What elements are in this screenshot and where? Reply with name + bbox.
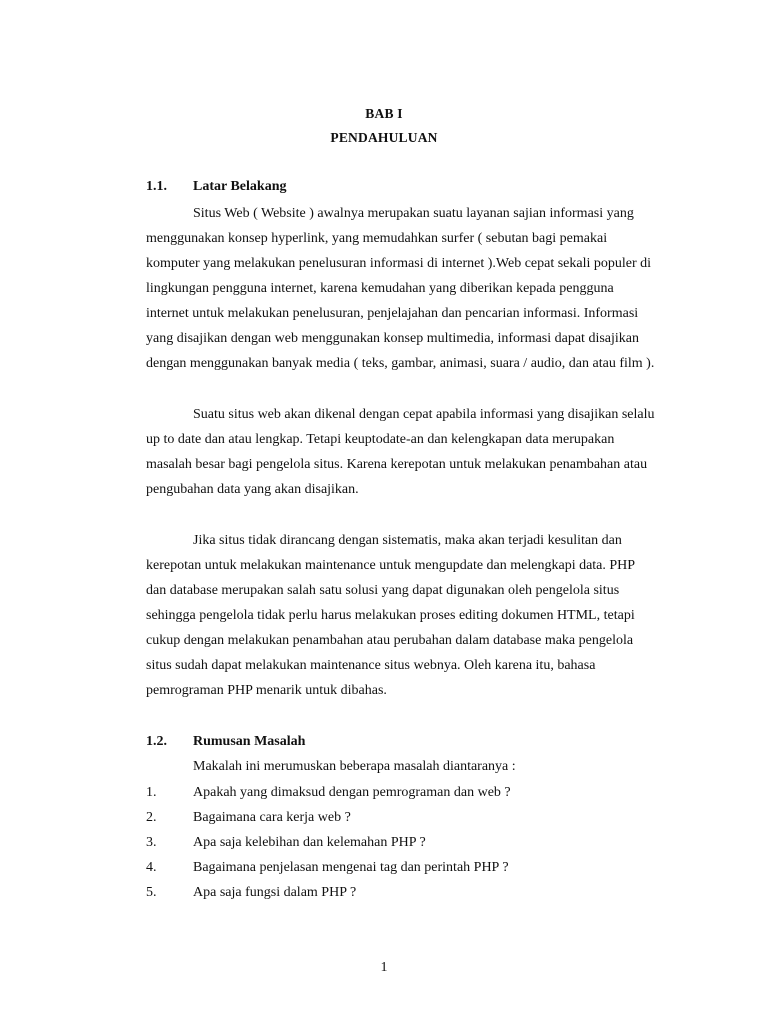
list-text: Apa saja kelebihan dan kelemahan PHP ? (193, 835, 426, 850)
section-number: 1.1. (146, 179, 167, 194)
section-number: 1.2. (146, 734, 167, 749)
list-text: Bagaimana penjelasan mengenai tag dan perintah PHP ? (193, 860, 509, 875)
list-number: 1. (146, 785, 157, 800)
list-intro: Makalah ini merumuskan beberapa masalah diantaranya : (193, 759, 516, 774)
list-number: 2. (146, 810, 157, 825)
list-number: 3. (146, 835, 157, 850)
section-title: Rumusan Masalah (193, 734, 306, 749)
list-number: 4. (146, 860, 157, 875)
list-number: 5. (146, 885, 157, 900)
section-heading-rumusan-masalah (146, 732, 666, 752)
section-heading-latar-belakang (146, 177, 666, 197)
list-item (146, 833, 666, 858)
list-item (146, 883, 666, 908)
section-title: Latar Belakang (193, 179, 287, 194)
list-item (146, 808, 666, 833)
chapter-label: BAB I (365, 106, 403, 121)
paragraph-3: Jika situs tidak dirancang dengan sistematis, maka akan terjadi kesulitan dan kerepotan untuk melakukan maintenance untuk mengupdate dan melengkapi data. PHP dan database merupakan salah satu solusi yang dapat digunakan oleh pengelola situs sehingga pengelola tidak perlu harus melakukan proses editing dokumen HTML, tetapi cukup dengan melakukan penambahan atau perubahan dalam database maka pengelola situs sudah dapat melakukan maintenance situs webnya. Oleh karena itu, bahasa pemrograman PHP menarik untuk dibahas. (146, 533, 635, 698)
list-text: Bagaimana cara kerja web ? (193, 810, 351, 825)
list-item (146, 858, 666, 883)
paragraph-1: Situs Web ( Website ) awalnya merupakan suatu layanan sajian informasi yang menggunakan konsep hyperlink, yang memudahkan surfer ( sebutan bagi pemakai komputer yang melakukan penelusuran informasi di internet ).Web cepat sekali populer di lingkungan pengguna internet, karena kemudahan yang diberikan kepada pengguna internet untuk melakukan penelusuran, penjelajahan dan pencarian informasi. Informasi yang disajikan dengan web menggunakan konsep multimedia, informasi dapat disajikan dengan menggunakan banyak media ( teks, gambar, animasi, suara / audio, dan atau film ). (146, 206, 655, 371)
chapter-title: PENDAHULUAN (330, 130, 438, 145)
page-number: 1 (380, 960, 388, 975)
list-text: Apakah yang dimaksud dengan pemrograman dan web ? (193, 785, 511, 800)
list-text: Apa saja fungsi dalam PHP ? (193, 885, 357, 900)
list-item (146, 783, 666, 808)
problem-list (146, 783, 666, 908)
paragraph-2: Suatu situs web akan dikenal dengan cepat apabila informasi yang disajikan selalu up to date dan atau lengkap. Tetapi keuptodate-an dan kelengkapan data merupakan masalah besar bagi pengelola situs. Karena kerepotan untuk melakukan penambahan atau pengubahan data yang akan disajikan. (146, 407, 655, 497)
